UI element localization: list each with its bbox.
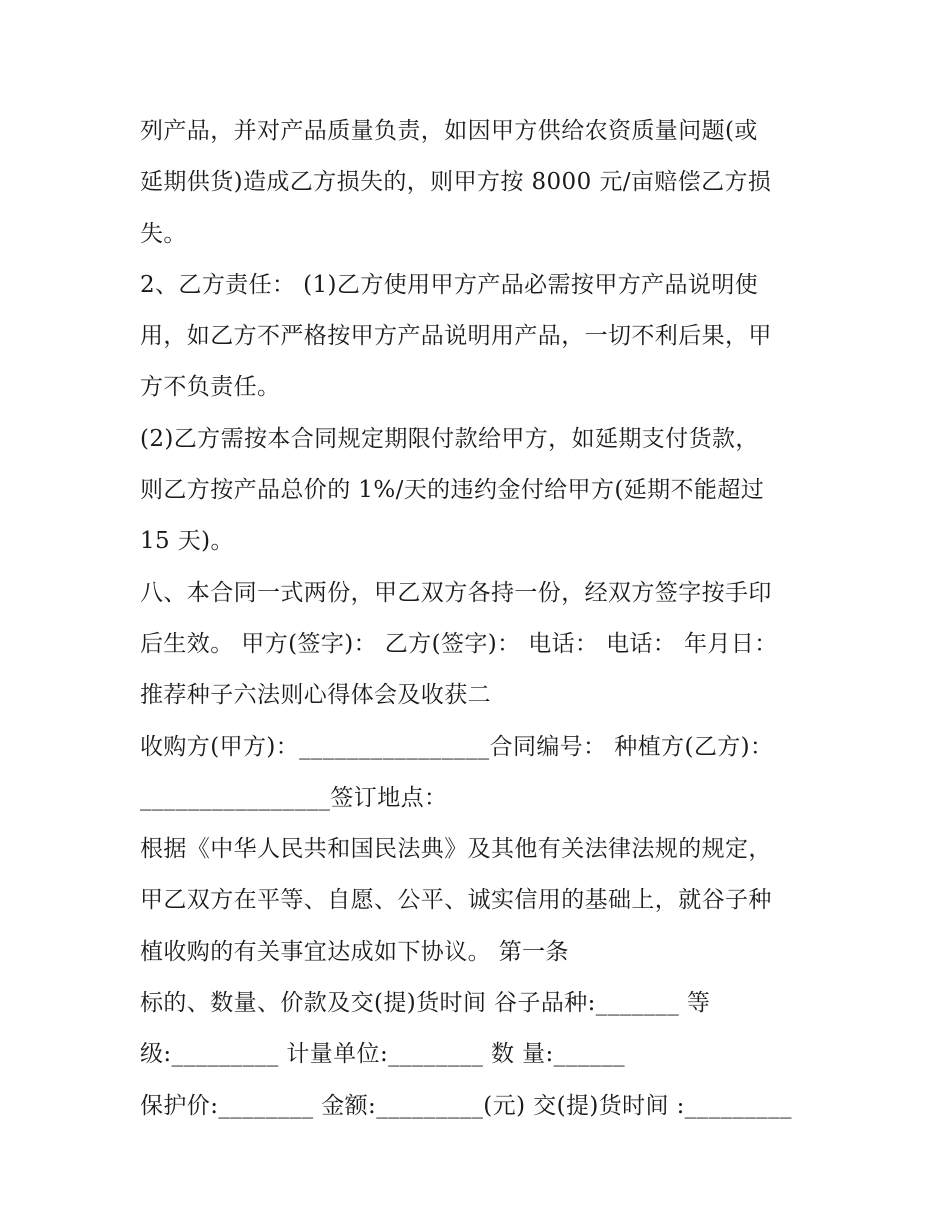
text-line: 15 天)。: [140, 528, 234, 555]
text-line: 失。: [140, 220, 187, 247]
text-line: 级:_________ 计量单位:________ 数 量:______: [140, 1041, 626, 1068]
section-heading: 推荐种子六法则心得体会及收获二: [140, 682, 491, 709]
text-line: 方不负责任。: [140, 374, 281, 401]
text-line: 延期供货)造成乙方损失的，则甲方按 8000 元/亩赔偿乙方损: [140, 169, 772, 196]
text-line: ________________签订地点：: [140, 784, 448, 811]
text-line: 用，如乙方不严格按甲方产品说明用产品，一切不利后果，甲: [140, 323, 772, 350]
text-line: 保护价:________ 金额:_________(元) 交(提)货时间 :_________: [140, 1092, 792, 1119]
document-body: [140, 106, 820, 1132]
text-line: 则乙方按产品总价的 1%/天的违约金付给甲方(延期不能超过: [140, 477, 765, 504]
text-line: 列产品，并对产品质量负责，如因甲方供给农资质量问题(或: [140, 118, 758, 144]
text-line: 甲乙双方在平等、自愿、公平、诚实信用的基础上，就谷子种: [140, 887, 772, 914]
text-line: 2、乙方责任： (1)乙方使用甲方产品必需按甲方产品说明使: [140, 271, 759, 298]
text-line: 根据《中华人民共和国民法典》及其他有关法律法规的规定，: [140, 836, 772, 863]
text-line: 标的、数量、价款及交(提)货时间 谷子品种:_______ 等: [140, 990, 711, 1017]
text-line: 植收购的有关事宜达成如下协议。 第一条: [140, 938, 569, 965]
text-line: 八、本合同一式两份，甲乙双方各持一份，经双方签字按手印: [140, 579, 772, 606]
text-line: 后生效。 甲方(签字)： 乙方(签字)： 电话： 电话： 年月日：: [140, 630, 778, 657]
text-line: (2)乙方需按本合同规定期限付款给甲方，如延期支付货款，: [140, 425, 759, 452]
text-line: 收购方(甲方)：________________合同编号： 种植方(乙方)：: [140, 733, 774, 760]
